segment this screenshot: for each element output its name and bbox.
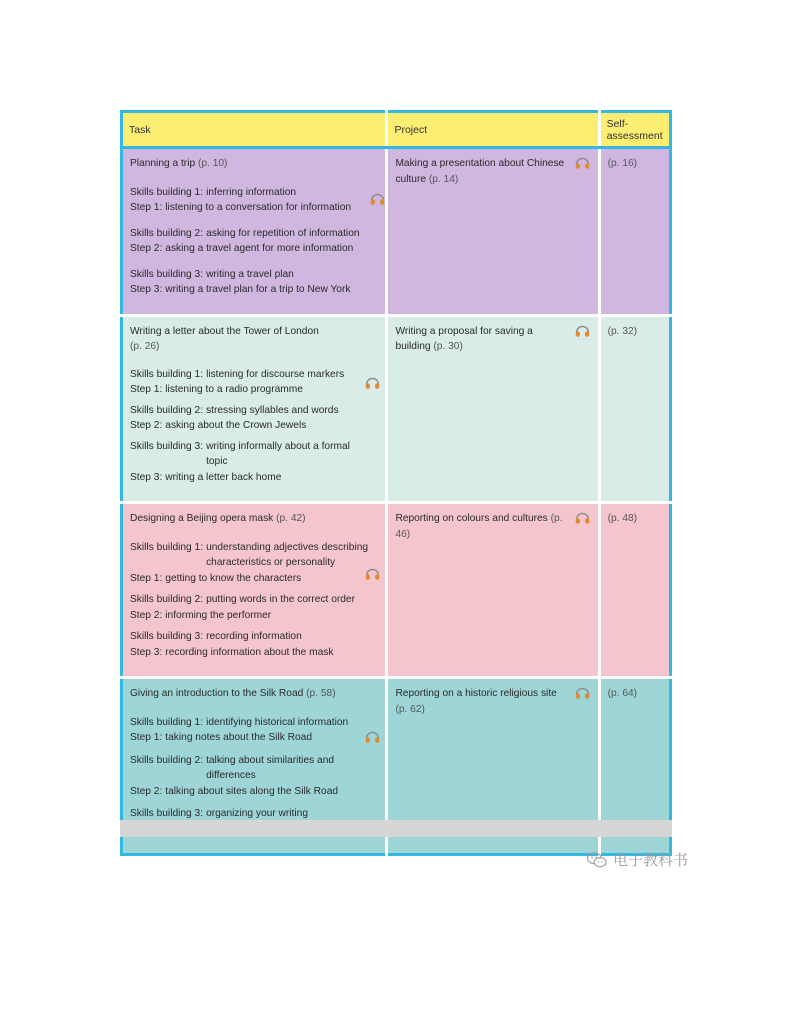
headphones-icon[interactable] — [574, 155, 591, 172]
skills-building-text: understanding adjectives describing characteristics or personality — [206, 541, 369, 568]
skills-building-label: Skills building 2: — [130, 594, 204, 605]
skill-block — [130, 540, 379, 587]
project-page-ref: (p. 62) — [395, 703, 425, 715]
self-assessment-page-ref: (p. 32) — [607, 325, 638, 337]
skill-block — [130, 629, 379, 660]
project-cell — [387, 315, 599, 503]
skills-building-text: putting words in the correct order — [206, 594, 355, 605]
skills-building-text: stressing syllables and words — [206, 404, 339, 416]
step-text: listening to a conversation for information — [165, 202, 352, 213]
step-label: Step 3: — [130, 646, 163, 658]
project-cell — [387, 148, 599, 316]
self-assessment-page-ref: (p. 16) — [607, 158, 638, 169]
step-label: Step 1: — [130, 732, 163, 743]
task-title: Giving an introduction to the Silk Road (p. 58) — [130, 688, 336, 699]
headphones-icon[interactable] — [364, 729, 381, 746]
task-page-ref: (p. 26) — [130, 341, 160, 352]
skills-building-text: recording information — [206, 631, 302, 642]
skills-building-label: Skills building 3: — [130, 631, 204, 642]
step-text: taking notes about the Silk Road — [165, 732, 312, 743]
task-page-ref: (p. 10) — [197, 158, 228, 169]
step-label: Step 1: — [130, 202, 163, 213]
skills-building-label: Skills building 3: — [130, 808, 204, 819]
step-label: Step 2: — [130, 609, 163, 621]
headphones-icon[interactable] — [364, 566, 381, 583]
task-page-ref: (p. 58) — [306, 688, 336, 699]
skill-block — [130, 267, 379, 298]
unit-row-2 — [122, 315, 671, 503]
step-text: writing a letter back home — [165, 471, 282, 483]
skill-block — [130, 226, 379, 257]
skills-building-label: Skills building 1: — [130, 541, 204, 553]
step-text: asking a travel agent for more information — [165, 243, 354, 254]
skills-building-text: asking for repetition of information — [206, 227, 360, 239]
self-assessment-cell — [599, 148, 670, 316]
task-title: Designing a Beijing opera mask (p. 42) — [130, 513, 306, 524]
headphones-icon[interactable] — [574, 510, 591, 527]
step-label: Step 2: — [130, 243, 163, 254]
step-text: getting to know the characters — [165, 572, 302, 584]
skill-block — [130, 715, 379, 746]
project-title: Reporting on colours and cultures (p. 46) — [395, 513, 563, 540]
headphones-icon[interactable] — [574, 685, 591, 702]
unit-row-1 — [122, 148, 671, 316]
step-label: Step 2: — [130, 785, 163, 797]
step-text: writing a travel plan for a trip to New York — [165, 284, 351, 295]
skill-block — [130, 403, 379, 434]
task-cell — [122, 148, 387, 316]
header-task: Task — [122, 112, 387, 148]
skills-building-text: talking about similarities and differences — [206, 754, 335, 781]
project-page-ref: (p. 46) — [395, 513, 563, 540]
skill-block — [130, 439, 379, 486]
header-self-assessment-line2: assessment — [606, 129, 663, 142]
step-label: Step 3: — [130, 284, 163, 295]
skills-building-label: Skills building 2: — [130, 754, 204, 766]
project-page-ref: (p. 30) — [433, 341, 463, 352]
header-self-assessment-line1: Self- — [606, 117, 629, 130]
step-label: Step 3: — [130, 471, 163, 483]
project-cell — [387, 503, 599, 678]
project-page-ref: (p. 14) — [428, 173, 459, 185]
contents-table — [120, 110, 672, 856]
headphones-icon[interactable] — [364, 375, 381, 392]
unit-row-3 — [122, 503, 671, 678]
step-text: listening to a radio programme — [165, 384, 303, 395]
skill-block — [130, 592, 379, 623]
task-cell — [122, 315, 387, 503]
skills-building-text: organizing your writing — [206, 808, 308, 819]
skills-building-text: writing a travel plan — [206, 268, 294, 280]
self-assessment-page-ref: (p. 48) — [607, 513, 638, 524]
skill-block — [130, 367, 379, 398]
headphones-icon[interactable] — [574, 323, 591, 340]
skill-block — [130, 185, 379, 216]
step-text: recording information about the mask — [165, 646, 334, 658]
skills-building-label: Skills building 2: — [130, 227, 204, 239]
skills-building-label: Skills building 3: — [130, 440, 204, 452]
wechat-icon — [586, 851, 608, 869]
step-label: Step 2: — [130, 420, 163, 431]
watermark-text: 电子教科书 — [613, 851, 689, 869]
contents-table-wrapper — [120, 110, 672, 856]
task-title: Planning a trip (p. 10) — [130, 158, 228, 169]
step-text: informing the performer — [165, 609, 272, 621]
project-title: Writing a proposal for saving a building (p. 30) — [395, 325, 533, 352]
skills-building-text: identifying historical information — [206, 716, 349, 728]
step-label: Step 1: — [130, 572, 163, 584]
skills-building-label: Skills building 1: — [130, 368, 204, 380]
header-project: Project — [387, 112, 599, 148]
skill-block — [130, 753, 379, 800]
step-text: talking about sites along the Silk Road — [165, 785, 339, 797]
self-assessment-cell — [599, 503, 670, 678]
header-self-assessment — [599, 112, 670, 148]
project-title: Making a presentation about Chinese culture (p. 14) — [395, 158, 565, 185]
skills-building-text: inferring information — [206, 186, 297, 198]
task-page-ref: (p. 42) — [276, 513, 306, 524]
step-text: asking about the Crown Jewels — [165, 420, 307, 431]
watermark — [586, 849, 688, 870]
header-row — [122, 112, 671, 148]
task-cell — [122, 503, 387, 678]
skills-building-label: Skills building 3: — [130, 268, 204, 280]
skills-building-label: Skills building 1: — [130, 716, 204, 728]
skills-building-text: listening for discourse markers — [206, 368, 345, 380]
self-assessment-cell — [599, 315, 670, 503]
skills-building-label: Skills building 1: — [130, 186, 204, 198]
skills-building-label: Skills building 2: — [130, 404, 204, 416]
footer-grey-bar — [120, 820, 672, 837]
headphones-icon[interactable] — [369, 191, 386, 208]
project-title: Reporting on a historic religious site (p. 62) — [395, 688, 557, 715]
self-assessment-page-ref: (p. 64) — [607, 688, 638, 699]
task-title: Writing a letter about the Tower of London (p. 26) — [130, 325, 319, 352]
step-label: Step 1: — [130, 384, 163, 395]
skills-building-text: writing informally about a formal topic — [206, 440, 350, 467]
